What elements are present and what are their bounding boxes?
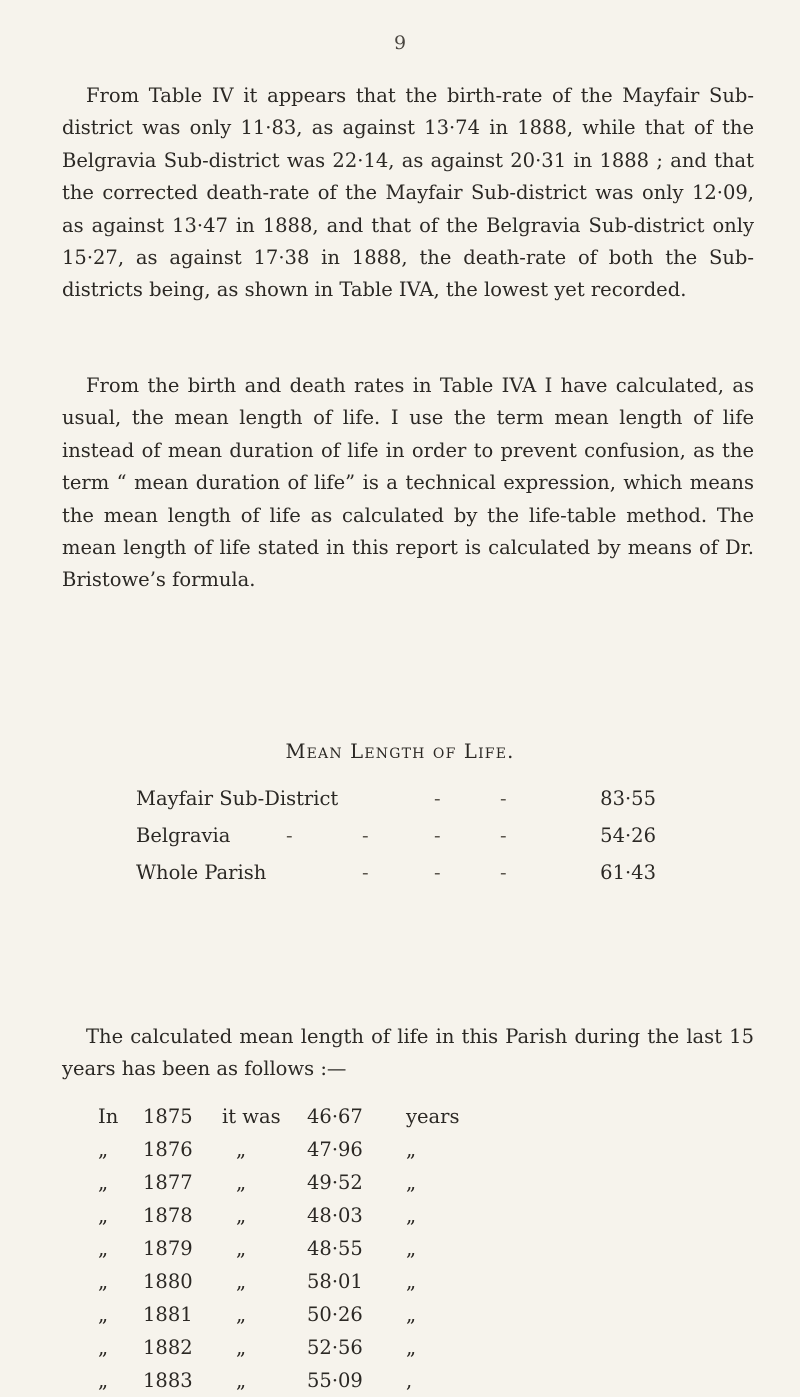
row-connector: „	[236, 1171, 247, 1194]
unit-cell: „	[406, 1270, 417, 1293]
mean-length-value: 52·56	[307, 1336, 363, 1359]
mean-length-table	[136, 780, 656, 891]
table-row	[90, 1232, 650, 1265]
year-cell: 1878	[143, 1204, 193, 1227]
row-connector: „	[236, 1270, 247, 1293]
table-row	[136, 780, 656, 817]
yearly-mean-length-table	[90, 1100, 650, 1397]
page-number: 9	[393, 32, 407, 54]
row-connector: „	[236, 1204, 247, 1227]
leader-dash: -	[500, 861, 507, 884]
unit-cell: „	[406, 1237, 417, 1260]
mean-length-value: 46·67	[307, 1105, 363, 1128]
table-row	[90, 1133, 650, 1166]
year-cell: 1877	[143, 1171, 193, 1194]
unit-cell: „	[406, 1171, 417, 1194]
mean-length-value: 49·52	[307, 1171, 363, 1194]
year-cell: 1883	[143, 1369, 193, 1392]
leader-dash: -	[286, 824, 293, 847]
row-connector: it was	[222, 1105, 281, 1128]
year-cell: 1882	[143, 1336, 193, 1359]
year-cell: 1875	[143, 1105, 193, 1128]
row-connector: „	[236, 1303, 247, 1326]
mean-length-value: 50·26	[307, 1303, 363, 1326]
row-prefix: „	[98, 1237, 109, 1260]
table-row	[136, 854, 656, 891]
district-name: Whole Parish	[136, 861, 267, 884]
table-row	[90, 1199, 650, 1232]
district-name: Mayfair Sub-District	[136, 787, 339, 810]
row-prefix: „	[98, 1369, 109, 1392]
mean-length-value: 48·03	[307, 1204, 363, 1227]
mean-length-value: 54·26	[600, 824, 656, 847]
mean-length-heading: Mean Length of Life.	[285, 740, 515, 763]
leader-dash: -	[362, 861, 369, 884]
leader-dash: -	[434, 787, 441, 810]
year-cell: 1879	[143, 1237, 193, 1260]
paragraph-text: From the birth and death rates in Table IVA I have calculated, as usual, the mean length of life. I use the term mean length of life instead of mean duration of life in order to prevent confusion, as the term “ mean duration of life” is a technical expression, which means the mean length of life as calculated by the life-table method. The mean length of life stated in this report is calculated by means of Dr. Bristowe’s formula.	[62, 374, 754, 592]
mean-length-value: 61·43	[600, 861, 656, 884]
row-prefix: In	[98, 1105, 119, 1128]
leader-dash: -	[434, 824, 441, 847]
row-prefix: „	[98, 1303, 109, 1326]
leader-dash: -	[362, 824, 369, 847]
unit-cell: ,	[406, 1369, 413, 1392]
table-row	[90, 1331, 650, 1364]
year-cell: 1876	[143, 1138, 193, 1161]
row-connector: „	[236, 1138, 247, 1161]
table-row	[90, 1166, 650, 1199]
paragraph-text: From Table IV it appears that the birth-rate of the Mayfair Sub-district was only 11·83, as against 13·74 in 1888, while that of the Belgravia Sub-district was 22·14, as against 20·31 in 1888 ; and that the corrected death-rate of the Mayfair Sub-district was only 12·09, as against 13·47 in 1888, and that of the Belgravia Sub-district only 15·27, as against 17·38 in 1888, the death-rate of both the Sub-districts being, as shown in Table IVA, the lowest yet recorded.	[62, 84, 754, 302]
leader-dash: -	[500, 787, 507, 810]
year-cell: 1881	[143, 1303, 193, 1326]
year-cell: 1880	[143, 1270, 193, 1293]
table-row	[90, 1364, 650, 1397]
table-row	[136, 817, 656, 854]
row-connector: „	[236, 1369, 247, 1392]
mean-length-value: 48·55	[307, 1237, 363, 1260]
row-prefix: „	[98, 1138, 109, 1161]
table-row	[90, 1100, 650, 1133]
row-connector: „	[236, 1237, 247, 1260]
leader-dash: -	[500, 824, 507, 847]
paragraph-text: The calculated mean length of life in this Parish during the last 15 years has been as follows :—	[62, 1025, 754, 1081]
table-row	[90, 1298, 650, 1331]
row-prefix: „	[98, 1204, 109, 1227]
row-prefix: „	[98, 1336, 109, 1359]
mean-length-value: 55·09	[307, 1369, 363, 1392]
paragraph-mean-length-method	[62, 370, 754, 597]
leader-dash: -	[434, 861, 441, 884]
row-prefix: „	[98, 1270, 109, 1293]
unit-cell: years	[406, 1105, 460, 1128]
unit-cell: „	[406, 1303, 417, 1326]
paragraph-last-15-years	[62, 1021, 754, 1086]
unit-cell: „	[406, 1138, 417, 1161]
row-connector: „	[236, 1336, 247, 1359]
mean-length-value: 47·96	[307, 1138, 363, 1161]
unit-cell: „	[406, 1336, 417, 1359]
table-row	[90, 1265, 650, 1298]
district-name: Belgravia	[136, 824, 231, 847]
paragraph-birth-death-rates	[62, 80, 754, 307]
row-prefix: „	[98, 1171, 109, 1194]
mean-length-value: 58·01	[307, 1270, 363, 1293]
mean-length-value: 83·55	[600, 787, 656, 810]
unit-cell: „	[406, 1204, 417, 1227]
